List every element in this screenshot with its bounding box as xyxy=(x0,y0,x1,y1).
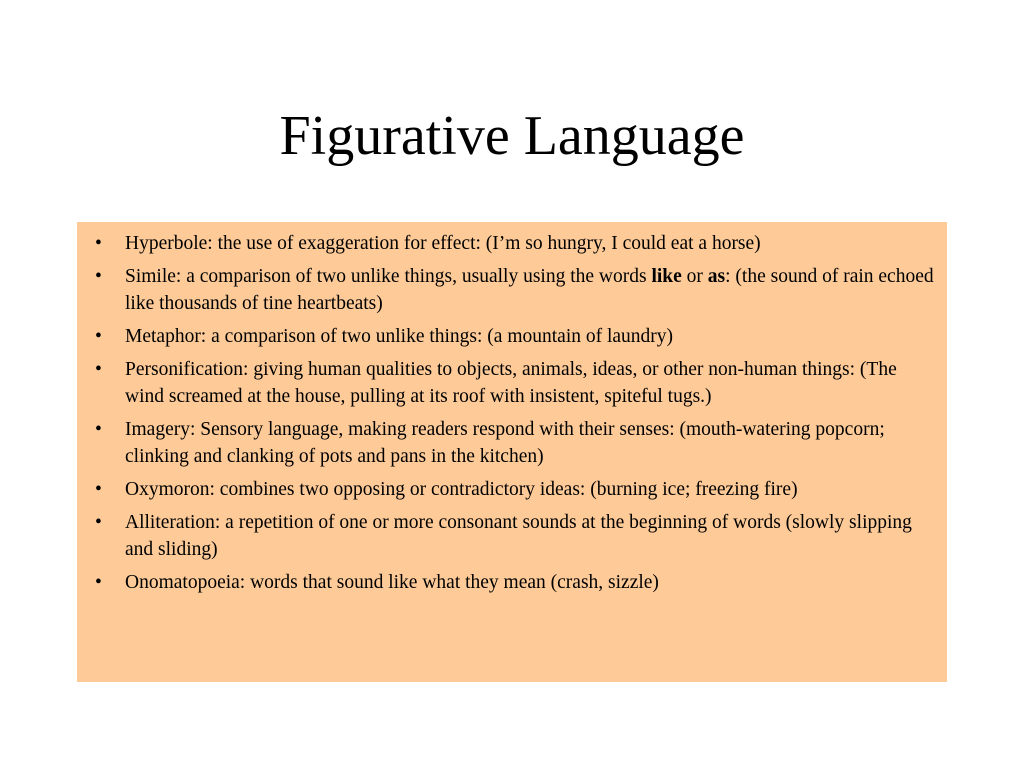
bullet-onomatopoeia xyxy=(87,569,937,596)
bold-word-like: like xyxy=(651,266,682,287)
slide-title: Figurative Language xyxy=(279,105,745,167)
bullet-text: Hyperbole: the use of exaggeration for effect: (I’m so hungry, I could eat a horse) xyxy=(125,233,761,254)
bullet-text-part: or xyxy=(681,266,708,287)
bullet-personification xyxy=(87,356,937,410)
bullet-text: Oxymoron: combines two opposing or contradictory ideas: (burning ice; freezing fire) xyxy=(125,479,798,500)
bullet-text: Personification: giving human qualities to objects, animals, ideas, or other non-human things: (The wind screamed at the house, pulling at its roof with insistent, spiteful tugs.) xyxy=(125,359,897,407)
bullet-text-part: : (the sound of rain echoed like thousands of tine heartbeats) xyxy=(125,266,934,314)
bullet-oxymoron xyxy=(87,476,937,503)
bullet-text: Onomatopoeia: words that sound like what they mean (crash, sizzle) xyxy=(125,572,659,593)
bullet-marker: • xyxy=(95,419,102,440)
bullet-alliteration xyxy=(87,509,937,563)
bullet-imagery xyxy=(87,416,937,470)
bullet-marker: • xyxy=(95,512,102,533)
bullet-marker: • xyxy=(95,359,102,380)
bullet-text-part: Simile: a comparison of two unlike things, usually using the words xyxy=(125,266,652,287)
content-box xyxy=(77,222,947,682)
bold-word-as: as xyxy=(707,266,726,287)
bullet-simile xyxy=(87,263,937,317)
bullet-marker: • xyxy=(95,572,102,593)
bullet-marker: • xyxy=(95,266,102,287)
bullet-metaphor xyxy=(87,323,937,350)
bullet-marker: • xyxy=(95,479,102,500)
bullet-text: Metaphor: a comparison of two unlike things: (a mountain of laundry) xyxy=(125,326,674,347)
bullet-text: Alliteration: a repetition of one or more consonant sounds at the beginning of words (slowly slipping and sliding) xyxy=(125,512,912,560)
bullet-marker: • xyxy=(95,233,102,254)
bullet-list xyxy=(87,230,937,596)
bullet-text: Imagery: Sensory language, making readers respond with their senses: (mouth-watering popcorn; clinking and clanking of pots and pans in the kitchen) xyxy=(125,419,885,467)
bullet-marker: • xyxy=(95,326,102,347)
bullet-hyperbole xyxy=(87,230,937,257)
